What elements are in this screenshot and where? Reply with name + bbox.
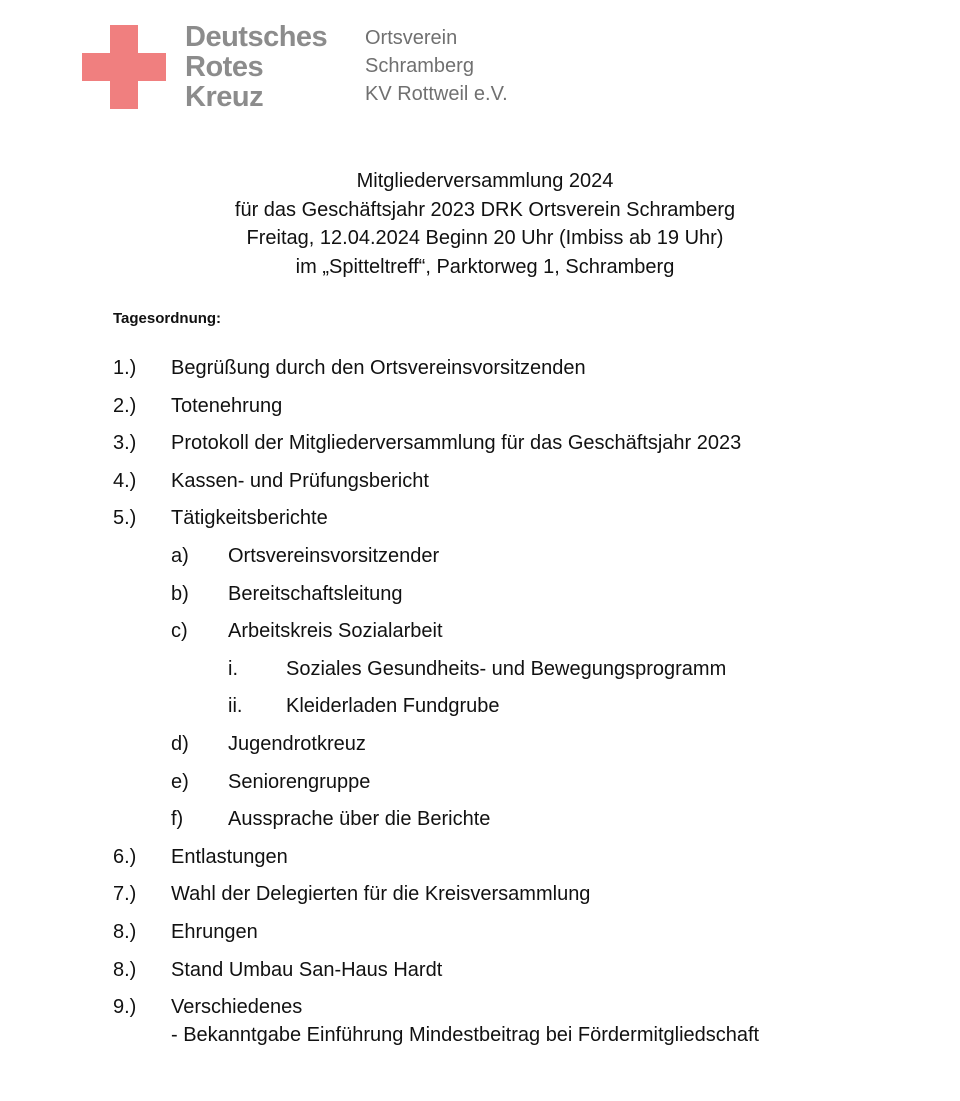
branch-line: Schramberg — [365, 55, 474, 77]
item-number: 9.) — [113, 996, 137, 1019]
org-name-line: Deutsches — [185, 21, 328, 53]
subitem-letter: c) — [171, 620, 188, 643]
item-text: Totenehrung — [171, 394, 283, 417]
agenda-subitem — [113, 806, 893, 844]
item-note: - Bekanntgabe Einführung Mindestbeitrag bei Fördermitgliedschaft — [171, 1024, 760, 1047]
agenda-subitem — [113, 618, 893, 656]
subitem-text: Seniorengruppe — [228, 770, 371, 793]
agenda-subsubitem — [113, 693, 893, 731]
agenda-subitem — [113, 731, 893, 769]
item-number: 6.) — [113, 845, 137, 868]
subitem-text: Bereitschaftsleitung — [228, 582, 403, 605]
item-number: 4.) — [113, 469, 137, 492]
title-line: Freitag, 12.04.2024 Beginn 20 Uhr (Imbiss ab 19 Uhr) — [246, 227, 724, 249]
letterhead — [82, 20, 782, 120]
subitem-text: Ortsvereinsvorsitzender — [228, 544, 440, 567]
subsubitem-text: Kleiderladen Fundgrube — [286, 695, 500, 718]
subsubitem-numeral: i. — [228, 657, 238, 680]
agenda-item — [113, 430, 893, 468]
subsubitem-numeral: ii. — [228, 695, 243, 718]
item-number: 2.) — [113, 394, 137, 417]
agenda-subitem — [113, 543, 893, 581]
item-text: Entlastungen — [171, 845, 288, 868]
item-number: 8.) — [113, 920, 137, 943]
item-number: 1.) — [113, 357, 137, 379]
branch-line: KV Rottweil e.V. — [365, 83, 508, 105]
agenda-item — [113, 994, 893, 1054]
org-name-line: Rotes — [185, 51, 264, 83]
subitem-letter: b) — [171, 582, 189, 605]
item-text: Kassen- und Prüfungsbericht — [171, 469, 429, 492]
agenda-item — [113, 881, 893, 919]
agenda-subitem — [113, 581, 893, 619]
subitem-letter: d) — [171, 732, 189, 755]
title-line: im „Spitteltreff“, Parktorweg 1, Schramberg — [295, 255, 675, 278]
subitem-letter: a) — [171, 544, 189, 567]
organization-name — [185, 22, 327, 112]
agenda-item — [113, 844, 893, 882]
meeting-title — [0, 167, 960, 281]
subsubitem-text: Soziales Gesundheits- und Bewegungsprogramm — [286, 657, 727, 680]
red-cross-logo-icon — [82, 25, 166, 109]
agenda-item — [113, 919, 893, 957]
item-number: 7.) — [113, 883, 137, 906]
title-line: Mitgliederversammlung 2024 — [356, 170, 614, 192]
agenda-subitem — [113, 769, 893, 807]
item-text: Verschiedenes — [171, 996, 303, 1019]
branch-line: Ortsverein — [365, 27, 458, 49]
agenda-heading: Tagesordnung: — [113, 310, 222, 327]
subitem-text: Aussprache über die Berichte — [228, 808, 491, 831]
agenda-item — [113, 355, 893, 393]
subitem-text: Jugendrotkreuz — [228, 732, 366, 755]
branch-info — [365, 24, 508, 108]
title-line: für das Geschäftsjahr 2023 DRK Ortsverein Schramberg — [234, 198, 736, 221]
agenda-list — [113, 355, 893, 1054]
agenda-item — [113, 505, 893, 543]
subitem-letter: e) — [171, 770, 189, 793]
agenda-item — [113, 468, 893, 506]
item-number: 8.) — [113, 958, 137, 981]
agenda-subsubitem — [113, 656, 893, 694]
subitem-letter: f) — [171, 808, 184, 831]
item-text: Stand Umbau San-Haus Hardt — [171, 958, 443, 981]
item-text: Tätigkeitsberichte — [171, 507, 328, 530]
org-name-line: Kreuz — [185, 81, 264, 113]
item-text: Wahl der Delegierten für die Kreisversammlung — [171, 883, 591, 906]
item-text: Ehrungen — [171, 920, 258, 943]
item-number: 5.) — [113, 507, 137, 530]
subitem-text: Arbeitskreis Sozialarbeit — [228, 620, 443, 643]
item-text: Protokoll der Mitgliederversammlung für das Geschäftsjahr 2023 — [171, 432, 742, 455]
item-text: Begrüßung durch den Ortsvereinsvorsitzenden — [171, 357, 586, 379]
item-number: 3.) — [113, 432, 137, 455]
agenda-item — [113, 957, 893, 995]
agenda-item — [113, 393, 893, 431]
